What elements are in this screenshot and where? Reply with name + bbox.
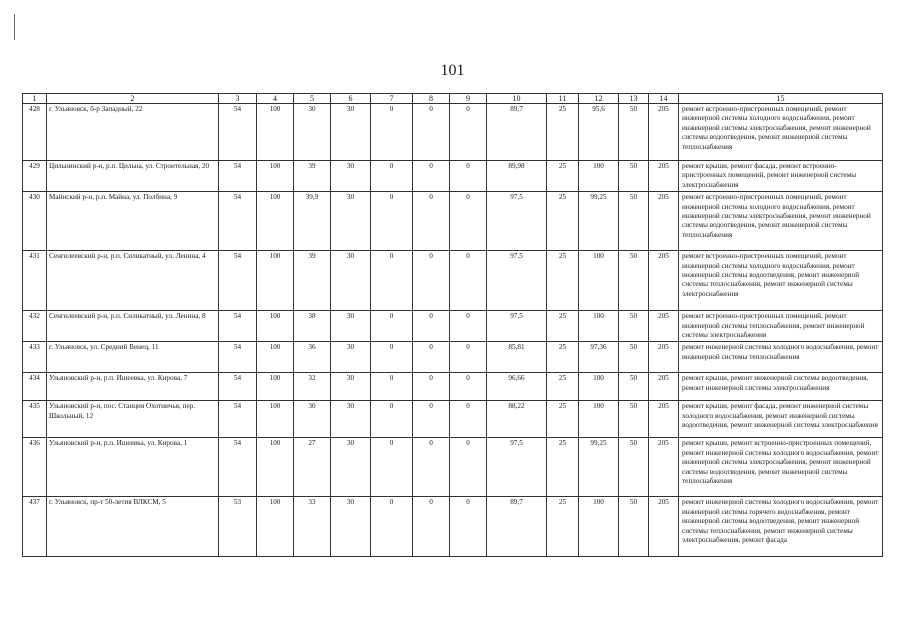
header-row [23, 94, 883, 104]
address-cell: Майнский р-н, р.п. Майна, ул. Полбина, 9 [47, 192, 219, 251]
value-cell: 30 [294, 104, 331, 161]
address-cell: Сенгилеевский р-н, р.п. Силикатный, ул. Ленина, 4 [47, 251, 219, 311]
value-cell: 100 [257, 401, 294, 438]
value-cell: 0 [371, 311, 413, 342]
value-cell: 39 [294, 251, 331, 311]
value-cell: 25 [547, 311, 579, 342]
value-cell: 100 [257, 251, 294, 311]
table-row [23, 251, 883, 311]
value-cell: 54 [219, 311, 257, 342]
value-cell: 100 [257, 373, 294, 401]
value-cell: 54 [219, 438, 257, 497]
value-cell: 54 [219, 251, 257, 311]
value-cell: 54 [219, 161, 257, 192]
value-cell: 97,36 [579, 342, 619, 373]
column-header-13: 13 [619, 94, 649, 104]
works-table [22, 93, 883, 557]
value-cell: 54 [219, 373, 257, 401]
value-cell: 100 [579, 311, 619, 342]
value-cell: 30 [331, 401, 371, 438]
value-cell: 85,81 [487, 342, 547, 373]
value-cell: 25 [547, 401, 579, 438]
value-cell: 54 [219, 342, 257, 373]
row-number: 433 [23, 342, 47, 373]
value-cell: 30 [331, 497, 371, 557]
value-cell: 96,66 [487, 373, 547, 401]
value-cell: 100 [257, 192, 294, 251]
column-header-9: 9 [450, 94, 487, 104]
value-cell: 205 [649, 373, 679, 401]
column-header-6: 6 [331, 94, 371, 104]
value-cell: 50 [619, 373, 649, 401]
value-cell: 100 [257, 161, 294, 192]
works-cell: ремонт встроенно-пристроенных помещений, ремонт инженерной системы теплоснабжения, ремонт инженерной системы электроснабжения [679, 311, 883, 342]
row-number: 429 [23, 161, 47, 192]
value-cell: 100 [257, 497, 294, 557]
column-header-2: 2 [47, 94, 219, 104]
address-cell: Ульяновский р-н, р.п. Ишеевка, ул. Кирова, 1 [47, 438, 219, 497]
row-number: 437 [23, 497, 47, 557]
table-row [23, 311, 883, 342]
column-header-5: 5 [294, 94, 331, 104]
address-cell: г. Ульяновск, пр-т 50-летия ВЛКСМ, 5 [47, 497, 219, 557]
value-cell: 50 [619, 311, 649, 342]
value-cell: 0 [413, 401, 450, 438]
value-cell: 0 [450, 373, 487, 401]
value-cell: 100 [257, 342, 294, 373]
value-cell: 99,25 [579, 438, 619, 497]
value-cell: 0 [371, 401, 413, 438]
value-cell: 205 [649, 251, 679, 311]
value-cell: 205 [649, 192, 679, 251]
value-cell: 0 [450, 438, 487, 497]
value-cell: 54 [219, 401, 257, 438]
column-header-3: 3 [219, 94, 257, 104]
value-cell: 54 [219, 192, 257, 251]
value-cell: 205 [649, 311, 679, 342]
value-cell: 100 [579, 497, 619, 557]
table-row [23, 438, 883, 497]
page-number: 101 [440, 62, 465, 79]
value-cell: 25 [547, 373, 579, 401]
works-cell: ремонт встроенно-пристроенных помещений, ремонт инженерной системы холодного водоснабжения, ремонт инженерной системы водоотведения, ремонт инженерной системы теплоснабжения, ремонт инженерной системы электроснабжения [679, 251, 883, 311]
table-row [23, 401, 883, 438]
value-cell: 205 [649, 497, 679, 557]
value-cell: 95,6 [579, 104, 619, 161]
works-cell: ремонт крыши, ремонт встроенно-пристроенных помещений, ремонт инженерной системы холодного водоснабжения, ремонт инженерной системы электроснабжения, ремонт инженерной системы водоотведения, ремонт инженерной системы теплоснабжения [679, 438, 883, 497]
value-cell: 89,98 [487, 161, 547, 192]
value-cell: 25 [547, 192, 579, 251]
row-number: 435 [23, 401, 47, 438]
table-row [23, 161, 883, 192]
value-cell: 0 [450, 497, 487, 557]
value-cell: 30 [331, 438, 371, 497]
address-cell: Ульяновский р-н, р.п. Ишеевка, ул. Кирова, 7 [47, 373, 219, 401]
column-header-12: 12 [579, 94, 619, 104]
row-number: 431 [23, 251, 47, 311]
value-cell: 0 [371, 373, 413, 401]
value-cell: 97,5 [487, 438, 547, 497]
value-cell: 0 [413, 438, 450, 497]
table-row [23, 373, 883, 401]
value-cell: 0 [450, 401, 487, 438]
value-cell: 38 [294, 311, 331, 342]
value-cell: 50 [619, 401, 649, 438]
value-cell: 100 [579, 251, 619, 311]
value-cell: 100 [579, 161, 619, 192]
address-cell: Сенгилеевский р-н, р.п. Силикатный, ул. Ленина, 8 [47, 311, 219, 342]
value-cell: 30 [331, 251, 371, 311]
row-number: 436 [23, 438, 47, 497]
value-cell: 0 [413, 497, 450, 557]
value-cell: 30 [294, 401, 331, 438]
column-header-11: 11 [547, 94, 579, 104]
works-cell: ремонт крыши, ремонт фасада, ремонт инженерной системы холодного водоснабжения, ремонт инженерной системы водоотведения, ремонт инженерной системы электроснабжения [679, 401, 883, 438]
column-header-4: 4 [257, 94, 294, 104]
value-cell: 89,7 [487, 497, 547, 557]
value-cell: 50 [619, 161, 649, 192]
table-row [23, 104, 883, 161]
value-cell: 33 [294, 497, 331, 557]
column-header-15: 15 [679, 94, 883, 104]
margin-mark [14, 14, 15, 40]
value-cell: 0 [413, 104, 450, 161]
value-cell: 88,22 [487, 401, 547, 438]
table-row [23, 497, 883, 557]
row-number: 434 [23, 373, 47, 401]
value-cell: 39,9 [294, 192, 331, 251]
value-cell: 32 [294, 373, 331, 401]
value-cell: 205 [649, 161, 679, 192]
value-cell: 25 [547, 497, 579, 557]
value-cell: 0 [450, 161, 487, 192]
value-cell: 205 [649, 401, 679, 438]
value-cell: 50 [619, 342, 649, 373]
value-cell: 0 [371, 251, 413, 311]
row-number: 428 [23, 104, 47, 161]
value-cell: 27 [294, 438, 331, 497]
value-cell: 25 [547, 161, 579, 192]
value-cell: 50 [619, 438, 649, 497]
value-cell: 30 [331, 192, 371, 251]
value-cell: 0 [371, 104, 413, 161]
value-cell: 205 [649, 342, 679, 373]
address-cell: Цильнинский р-н, р.п. Цильна, ул. Строительная, 20 [47, 161, 219, 192]
value-cell: 30 [331, 342, 371, 373]
column-header-1: 1 [23, 94, 47, 104]
value-cell: 0 [413, 251, 450, 311]
value-cell: 100 [257, 311, 294, 342]
value-cell: 100 [257, 104, 294, 161]
value-cell: 30 [331, 311, 371, 342]
column-header-8: 8 [413, 94, 450, 104]
works-cell: ремонт крыши, ремонт инженерной системы водоотведения, ремонт инженерной системы электроснабжения [679, 373, 883, 401]
works-cell: ремонт встроенно-пристроенных помещений, ремонт инженерной системы холодного водоснабжения, ремонт инженерной системы электроснабжения, ремонт инженерной системы водоотведения, ремонт инженерной системы теплоснабжения [679, 104, 883, 161]
value-cell: 0 [371, 497, 413, 557]
value-cell: 50 [619, 251, 649, 311]
value-cell: 30 [331, 161, 371, 192]
value-cell: 53 [219, 497, 257, 557]
value-cell: 205 [649, 104, 679, 161]
value-cell: 99,25 [579, 192, 619, 251]
column-header-7: 7 [371, 94, 413, 104]
value-cell: 39 [294, 161, 331, 192]
value-cell: 100 [579, 401, 619, 438]
value-cell: 0 [413, 311, 450, 342]
value-cell: 25 [547, 251, 579, 311]
value-cell: 100 [257, 438, 294, 497]
value-cell: 0 [413, 373, 450, 401]
value-cell: 205 [649, 438, 679, 497]
value-cell: 0 [450, 251, 487, 311]
value-cell: 30 [331, 373, 371, 401]
value-cell: 0 [413, 342, 450, 373]
address-cell: г. Ульяновск, б-р Западный, 22 [47, 104, 219, 161]
works-cell: ремонт инженерной системы холодного водоснабжения, ремонт инженерной системы теплоснабжения [679, 342, 883, 373]
value-cell: 25 [547, 342, 579, 373]
value-cell: 25 [547, 438, 579, 497]
column-header-14: 14 [649, 94, 679, 104]
works-cell: ремонт встроенно-пристроенных помещений, ремонт инженерной системы холодного водоснабжения, ремонт инженерной системы электроснабжения, ремонт инженерной системы водоотведения, ремонт инженерной системы теплоснабжения [679, 192, 883, 251]
value-cell: 0 [413, 192, 450, 251]
value-cell: 100 [579, 373, 619, 401]
value-cell: 50 [619, 104, 649, 161]
value-cell: 0 [371, 192, 413, 251]
value-cell: 30 [331, 104, 371, 161]
value-cell: 0 [413, 161, 450, 192]
row-number: 430 [23, 192, 47, 251]
value-cell: 0 [371, 342, 413, 373]
value-cell: 0 [450, 104, 487, 161]
value-cell: 0 [371, 438, 413, 497]
value-cell: 0 [450, 342, 487, 373]
value-cell: 50 [619, 497, 649, 557]
value-cell: 50 [619, 192, 649, 251]
row-number: 432 [23, 311, 47, 342]
value-cell: 25 [547, 104, 579, 161]
works-cell: ремонт крыши, ремонт фасада, ремонт встроенно-пристроенных помещений, ремонт инженерной системы электроснабжения [679, 161, 883, 192]
value-cell: 54 [219, 104, 257, 161]
table-row [23, 192, 883, 251]
value-cell: 97,5 [487, 192, 547, 251]
table-row [23, 342, 883, 373]
value-cell: 89,7 [487, 104, 547, 161]
address-cell: г. Ульяновск, ул. Средний Венец, 11 [47, 342, 219, 373]
works-cell: ремонт инженерной системы холодного водоснабжения, ремонт инженерной системы горячего водоснабжения, ремонт инженерной системы водоотведения, ремонт инженерной системы теплоснабжения, ремонт инженерной системы электроснабжения, ремонт фасада [679, 497, 883, 557]
value-cell: 0 [450, 192, 487, 251]
value-cell: 97,5 [487, 251, 547, 311]
column-header-10: 10 [487, 94, 547, 104]
value-cell: 0 [450, 311, 487, 342]
value-cell: 0 [371, 161, 413, 192]
value-cell: 36 [294, 342, 331, 373]
value-cell: 97,5 [487, 311, 547, 342]
address-cell: Ульяновский р-н, пос. Станция Охотничья, пер. Школьный, 12 [47, 401, 219, 438]
